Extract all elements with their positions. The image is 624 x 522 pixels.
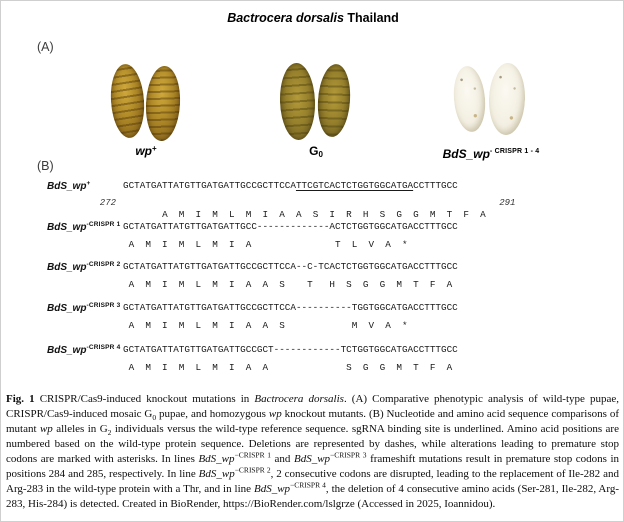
sequence-segment: GCTATGATTATGTTGATGATTGCC-------------ACTCTGGTGGCATGACCTTTGCC [123, 221, 458, 232]
sequence-segment: GCTATGATTATGTTGATGATTGCCGCTTCCA [123, 180, 296, 191]
amino-acid-row [123, 362, 458, 373]
amino-acid-sequence: A M I M L M I A A S G G M T F A [123, 362, 458, 373]
dna-sequence [123, 344, 458, 355]
panel-a-label: (A) [37, 40, 54, 54]
amino-acid-row [123, 279, 458, 290]
sequence-segment: GCTATGATTATGTTGATGATTGCCGCT------------TCTGGTGGCATGACCTTTGCC [123, 344, 458, 355]
alignment-row-crispr2 [1, 261, 624, 297]
figure-caption: Fig. 1 CRISPR/Cas9-induced knockout mutations in Bactrocera dorsalis. (A) Comparative phenotypic analysis of wild-type pupae, CRISPR/Cas9-induced mosaic $G_0$ pupae, and homozygous wp knockout mutants. (B) Nucleotide and amino acid sequence comparisons of mutant wp alleles in $G_2$ individuals versus the wild-type reference sequence. sgRNA binding site is underlined. Amino acid positions are numbered based on the wild-type protein sequence. Deletions are represented by dashes, while alterations leading to premature stop codons are marked with asterisks. In lines $BdS\_wp^{-CRISPR 1}$ and $BdS\_wp^{-CRISPR 3}$ frameshift mutations result in premature stop codons in positions 284 and 285, respectively. In line $BdS\_wp^{-CRISPR 2}$, 2 consecutive codons are disrupted, leading to the replacement of Ile-282 and Arg-283 in the wild-type protein with a Thr, and in line $BdS\_wp^{-CRISPR 4}$, the deletion of 4 consecutive amino acids (Ser-281, Ile-282, Arg-283, His-284) is detected. Created in BioRender, https://BioRender.com/lslgrze (Accessed in 2025, Ioannidou). [6, 393, 620, 510]
position-number-right: 291 [499, 198, 516, 208]
pupae-label-subscript: 0 [318, 150, 323, 159]
allele-superscript: + [86, 180, 91, 187]
allele-superscript: -CRISPR 4 [86, 344, 121, 351]
pupae-label-superscript: + [152, 144, 157, 153]
position-number-left: 272 [99, 198, 116, 208]
amino-acid-row [123, 320, 458, 331]
alignment-row-wildtype [1, 180, 624, 220]
pupae-label-text: wp [135, 144, 152, 158]
gene-name: BdS_wp [47, 222, 87, 233]
gene-name: BdS_wp [47, 181, 87, 192]
dna-sequence [123, 302, 458, 313]
panel-b-label: (B) [37, 159, 54, 173]
amino-acid-sequence: A M I M L M I A A S M V A * [123, 320, 458, 331]
pupa-image-knockout-right [488, 62, 526, 135]
amino-acid-row [123, 239, 458, 250]
dna-sequence [123, 180, 458, 191]
allele-superscript: -CRISPR 2 [86, 261, 121, 268]
amino-acid-sequence: A M I M L M I A A S I R H S G G M T F A [156, 209, 492, 220]
pupa-image-wildtype-left [108, 63, 146, 139]
pupa-image-knockout-left [451, 65, 488, 133]
dna-sequence [123, 261, 458, 272]
alignment-row-crispr4 [1, 344, 624, 380]
sequence-label [47, 222, 120, 233]
sequence-segment: CCTTTGCC [413, 180, 458, 191]
sequence-label [47, 262, 120, 273]
gene-name: BdS_wp [47, 345, 87, 356]
pupae-label-crispr-knockout [411, 147, 571, 161]
gene-name: BdS_wp [47, 262, 87, 273]
pupae-label-text: G [309, 144, 319, 158]
pupae-label-superscript: - CRISPR 1 - 4 [489, 148, 540, 155]
allele-superscript: -CRISPR 3 [86, 302, 121, 309]
sequence-label [47, 303, 120, 314]
sgrna-binding-site: TTCGTCACTCTGGTGGCATGA [295, 180, 414, 191]
pupa-image-g0-left [279, 62, 317, 140]
alignment-row-crispr1 [1, 221, 624, 257]
pupae-label-g0 [280, 144, 352, 158]
sequence-segment: GCTATGATTATGTTGATGATTGCCGCTTCCA----------TGGTGGCATGACCTTTGCC [123, 302, 458, 313]
dna-sequence [123, 221, 458, 232]
figure-title [1, 11, 624, 25]
allele-superscript: -CRISPR 1 [86, 221, 121, 228]
title-location: Thailand [343, 11, 399, 25]
pupae-label-wp-wildtype [106, 144, 186, 158]
pupa-image-wildtype-right [144, 65, 182, 142]
sequence-label [47, 345, 120, 356]
pupa-image-g0-right [315, 63, 352, 138]
sequence-label [47, 181, 90, 192]
amino-acid-sequence: A M I M L M I A T L V A * [123, 239, 458, 250]
alignment-row-crispr3 [1, 302, 624, 338]
species-name: Bactrocera dorsalis [227, 11, 344, 25]
gene-name: BdS_wp [47, 303, 87, 314]
sequence-segment: GCTATGATTATGTTGATGATTGCCGCTTCCA--C-TCACTCTGGTGGCATGACCTTTGCC [123, 261, 458, 272]
amino-acid-sequence: A M I M L M I A A S T H S G G M T F A [123, 279, 458, 290]
pupae-label-text: BdS_wp [442, 147, 490, 161]
